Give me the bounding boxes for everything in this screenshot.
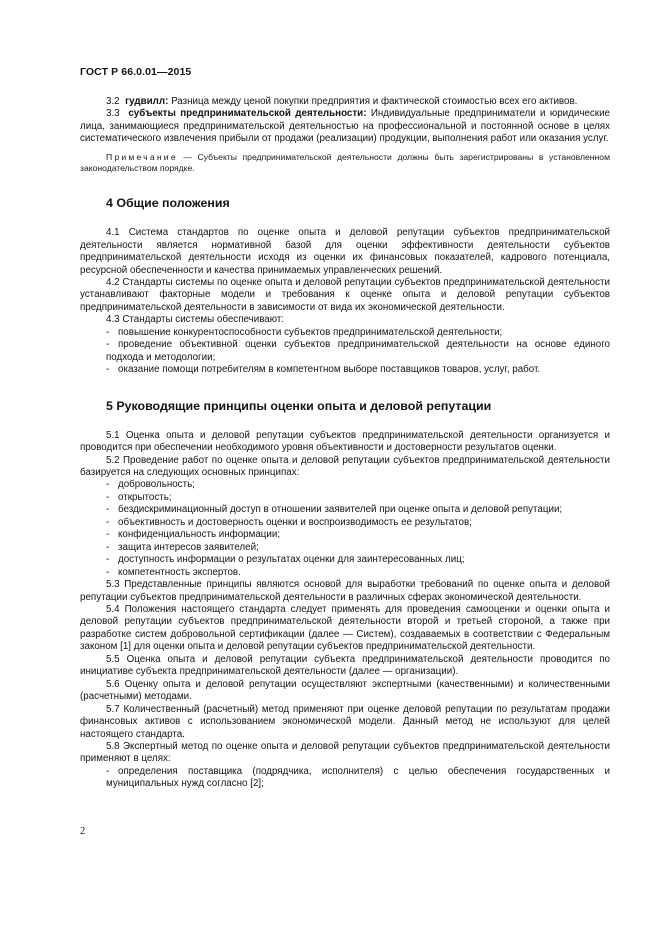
section-5-heading: 5 Руководящие принципы оценки опыта и деловой репутации — [106, 398, 492, 413]
clause-5-1: 5.1 Оценка опыта и деловой репутации субъектов предпринимательской деятельности организуется и проводится при обеспечении необходимого уровня объективности и достоверности результатов оценки. — [80, 429, 610, 454]
document-body — [80, 96, 610, 791]
page-number: 2 — [80, 826, 86, 837]
list-item: - определения поставщика (подрядчика, исполнителя) с целью обеспечения государственных и муниципальных нужд согласно [2]; — [106, 765, 610, 790]
clause-number: 3.2 — [106, 96, 120, 107]
list-item: - бездискриминационный доступ в отношении заявителей при оценке опыта и деловой репутации; — [106, 504, 563, 516]
list-item: - оказание помощи потребителям в компетентном выборе поставщиков товаров, услуг, работ. — [106, 364, 541, 376]
list-item: - конфиденциальность информации; — [106, 529, 281, 541]
list-item: - объективность и достоверность оценки и воспроизводимость ее результатов; — [106, 516, 472, 528]
clause-5-4: 5.4 Положения настоящего стандарта следует применять для проведения самооценки и оценки опыта и деловой репутации субъектов предпринимательской деятельности второй и третьей стороной, а также при разработке систем добровольной сертификации (далее — Систем), создаваемых в соответствии с Федеральным законом [1] для оценки опыта и деловой репутации субъектов предпринимательской деятельности. — [80, 604, 610, 653]
clause-3-2 — [80, 96, 610, 108]
list-item: - проведение объективной оценки субъектов предпринимательской деятельности на основе единого подхода и методологии; — [106, 339, 610, 363]
clause-5-8: 5.8 Экспертный метод по оценке опыта и деловой репутации субъектов предпринимательской деятельности применяют в целях: — [80, 740, 610, 765]
clause-number: 3.3 — [106, 108, 120, 120]
note — [80, 152, 610, 174]
list-item: - открытость; — [106, 491, 172, 503]
definition: Разница между ценой покупки предприятия и фактической стоимостью всех его активов. — [171, 96, 578, 107]
term: субъекты предпринимательской деятельности: — [128, 108, 367, 120]
list-item: - защита интересов заявителей; — [106, 541, 259, 553]
list-item: - повышение конкурентоспособности субъектов предпринимательской деятельности; — [106, 326, 503, 338]
note-text: — Субъекты предпринимательской деятельности должны быть зарегистрированы в установленном законодательством порядке. — [80, 151, 610, 174]
note-label: Примечание — [106, 151, 178, 162]
clause-5-5: 5.5 Оценка опыта и деловой репутации субъекта предпринимательской деятельности проводится по инициативе субъекта предпринимательской деятельности (далее — организации). — [80, 653, 610, 678]
clause-5-6: 5.6 Оценку опыта и деловой репутации осуществляют экспертными (качественными) и количественными (расчетными) методами. — [80, 678, 610, 703]
term: гудвилл: — [125, 96, 169, 107]
clause-4-1: 4.1 Система стандартов по оценке опыта и деловой репутации субъектов предпринимательской деятельности является нормативной базой для оценки эффективности деятельности субъектов предпринимательской деятельности исходя из оценки их финансовых показателей, кадрового потенциала, ресурсной обеспеченности и качества принимаемых управленческих решений. — [80, 227, 610, 276]
clause-3-3 — [80, 108, 610, 145]
definition: Индивидуальные предприниматели и юридические лица, занимающиеся предпринимательской деятельностью на профессиональной и постоянной основе в целях систематического извлечения прибыли от продажи (реализации) продукции, выполнения работ или оказания услуг. — [80, 108, 610, 145]
clause-5-3: 5.3 Представленные принципы являются основой для выработки требований по оценке опыта и деловой репутации субъектов предпринимательской деятельности в различных сферах экономической деятельности. — [80, 579, 610, 603]
clause-5-2: 5.2 Проведение работ по оценке опыта и деловой репутации субъектов предпринимательской деятельности базируется на следующих основных принципах: — [80, 454, 610, 479]
clause-4-2: 4.2 Стандарты системы по оценке опыта и деловой репутации субъектов предпринимательской деятельности устанавливают факторные модели и требования к оценке опыта и деловой репутации субъектов предпринимательской деятельности в зависимости от вида их экономической деятельности. — [80, 277, 610, 313]
list-item: - доступность информации о результатах оценки для заинтересованных лиц; — [106, 554, 465, 566]
section-4-heading: 4 Общие положения — [106, 196, 230, 211]
clause-5-7: 5.7 Количественный (расчетный) метод применяют при оценке деловой репутации по результатам продажи финансовых активов с использованием экономической модели. Данный метод не используют для целей настоящего стандарта. — [80, 703, 610, 740]
list-item: - компетентность экспертов. — [106, 566, 241, 578]
document-header: ГОСТ Р 66.0.01—2015 — [80, 66, 192, 78]
list-item: - добровольность; — [106, 479, 195, 491]
clause-4-3: 4.3 Стандарты системы обеспечивают: — [106, 314, 285, 326]
